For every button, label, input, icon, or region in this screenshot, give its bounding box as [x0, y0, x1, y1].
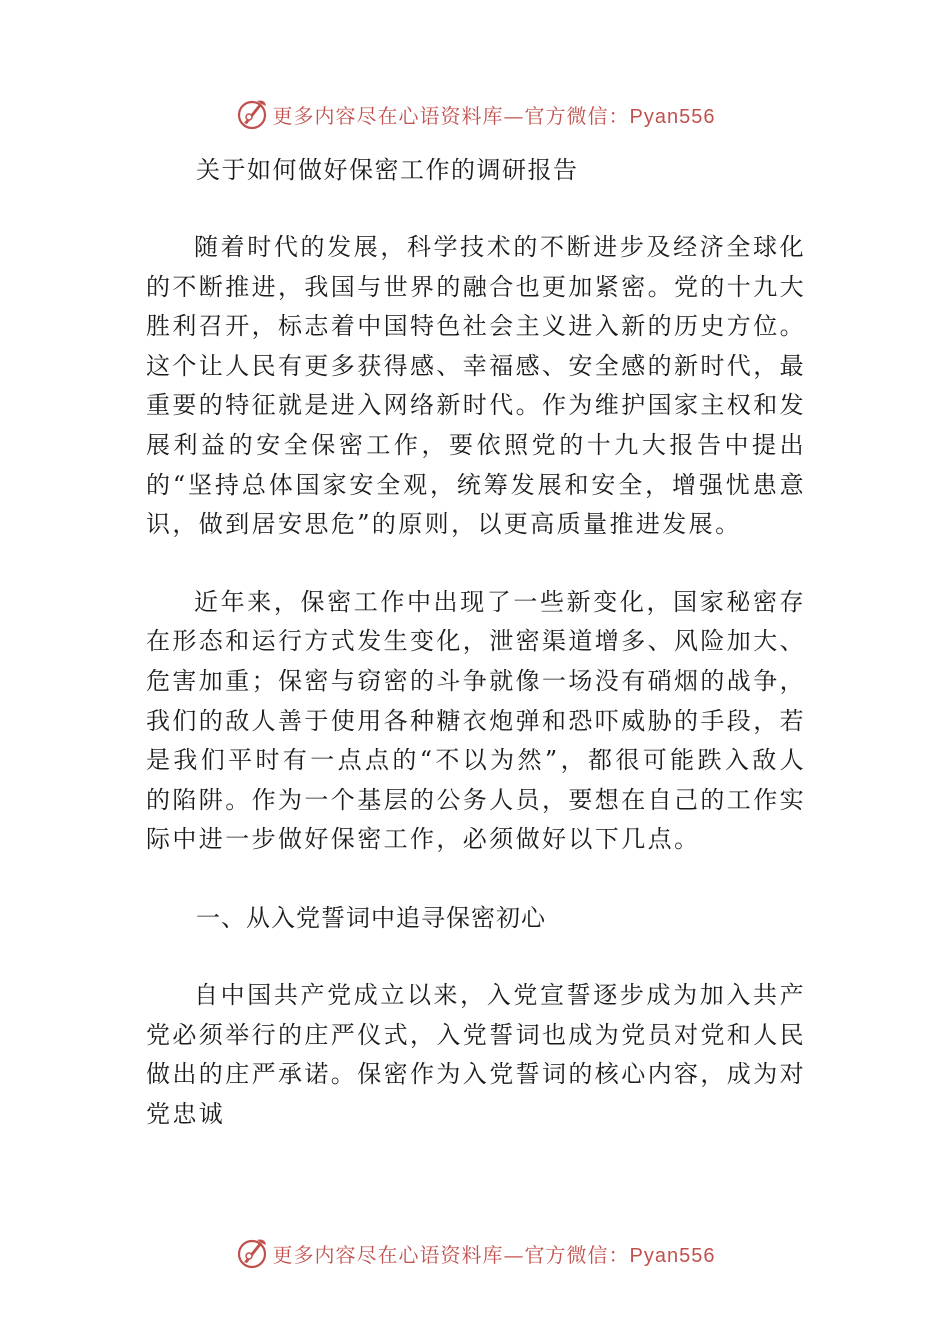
quill-pen-seal-icon: [235, 97, 269, 131]
header-watermark: [0, 94, 950, 134]
section-heading-1: 一、从入党誓词中追寻保密初心: [196, 903, 546, 932]
watermark-text: 更多内容尽在心语资料库—官方微信：Pyan556: [272, 103, 716, 128]
paragraph-2: 近年来，保密工作中出现了一些新变化，国家秘密存在形态和运行方式发生变化，泄密渠道增多、风险加大、危害加重；保密与窃密的斗争就像一场没有硝烟的战争，我们的敌人善于使用各种糖衣炮弹和恐吓威胁的手段，若是我们平时有一点点的“不以为然”，都很可能跌入敌人的陷阱。作为一个基层的公务人员，要想在自己的工作实际中进一步做好保密工作，必须做好以下几点。: [146, 587, 806, 854]
footer-watermark: [0, 1233, 950, 1273]
watermark-wechat-id: Pyan556: [629, 1244, 716, 1267]
document-body: [146, 150, 806, 1134]
watermark-text: 更多内容尽在心语资料库—官方微信：Pyan556: [272, 1242, 716, 1267]
paragraph-3: 自中国共产党成立以来，入党宣誓逐步成为加入共产党必须举行的庄严仪式，入党誓词也成为党员对党和人民做出的庄严承诺。保密作为入党誓词的核心内容，成为对党忠诚: [146, 980, 806, 1128]
paragraph-1: 随着时代的发展，科学技术的不断进步及经济全球化的不断推进，我国与世界的融合也更加紧密。党的十九大胜利召开，标志着中国特色社会主义进入新的历史方位。这个让人民有更多获得感、幸福感、安全感的新时代，最重要的特征就是进入网络新时代。作为维护国家主权和发展利益的安全保密工作，要依照党的十九大报告中提出的“坚持总体国家安全观，统筹发展和安全，增强忧患意识，做到居安思危”的原则，以更高质量推进发展。: [146, 233, 806, 539]
quill-pen-seal-icon: [235, 1236, 269, 1270]
document-title: 关于如何做好保密工作的调研报告: [196, 156, 579, 184]
watermark-wechat-id: Pyan556: [629, 105, 716, 128]
